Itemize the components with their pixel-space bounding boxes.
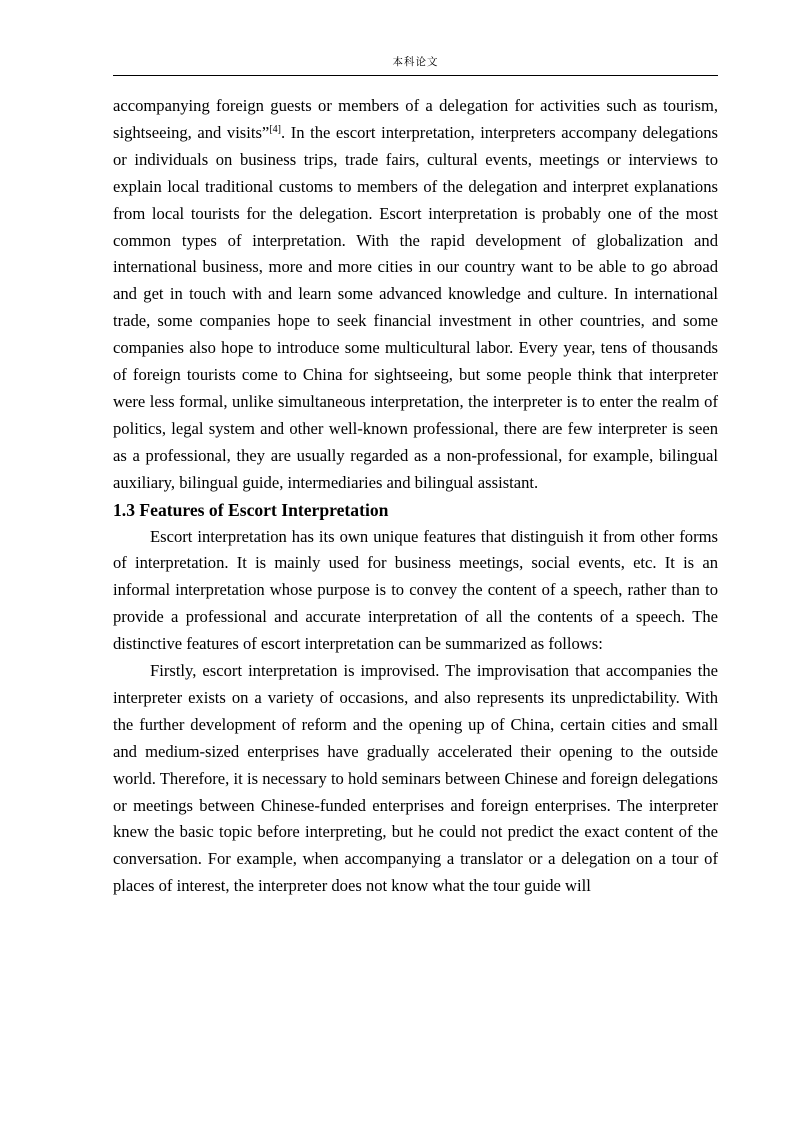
section-heading: 1.3 Features of Escort Interpretation [113,499,389,520]
paragraph-continued [113,93,718,497]
citation-reference: [4] [269,123,281,135]
paragraph-text-after-citation: . In the escort interpretation, interpreters accompany delegations or individuals on business trips, trade fairs, cultural events, meetings or interviews to explain local traditional customs to members of the delegation and interpret explanations from local tourists for the delegation. Escort interpretation is probably one of the most common types of interpretation. With the rapid development of globalization and international business, more and more cities in our country want to be able to go abroad and get in touch with and learn some advanced knowledge and culture. In international trade, some companies hope to seek financial investment in other countries, and some companies also hope to introduce some multicultural labor. Every year, tens of thousands of foreign tourists come to China for sightseeing, but some people think that interpreter were less formal, unlike simultaneous interpretation, the interpreter is to enter the realm of politics, legal system and other well-known professional, there are few interpreter is seen as a professional, they are usually regarded as a non-professional, for example, bilingual auxiliary, bilingual guide, intermediaries and bilingual assistant. [113,122,718,492]
document-body [113,93,718,900]
header-title: 本科论文 [392,56,439,68]
paragraph-text-before-citation: accompanying foreign guests or members of a delegation for activities such as tourism, sightseeing, and visits” [113,96,718,142]
paragraph-features-intro: Escort interpretation has its own unique features that distinguish it from other forms of interpretation. It is mainly used for business meetings, social events, etc. It is an informal interpretation whose purpose is to convey the content of a speech, rather than to provide a professional and accurate interpretation of all the contents of a speech. The distinctive features of escort interpretation can be summarized as follows: [113,526,718,654]
paragraph-improvised: Firstly, escort interpretation is improvised. The improvisation that accompanies the interpreter exists on a variety of occasions, and also represents its unpredictability. With the further development of reform and the opening up of China, certain cities and small and medium-sized enterprises have gradually accelerated their opening to the outside world. Therefore, it is necessary to hold seminars between Chinese and foreign delegations or meetings between Chinese-funded enterprises and foreign enterprises. The interpreter knew the basic topic before interpreting, but he could not predict the exact content of the conversation. For example, when accompanying a translator or a delegation on a tour of places of interest, the interpreter does not know what the tour guide will [113,661,718,896]
page-header [113,55,718,76]
